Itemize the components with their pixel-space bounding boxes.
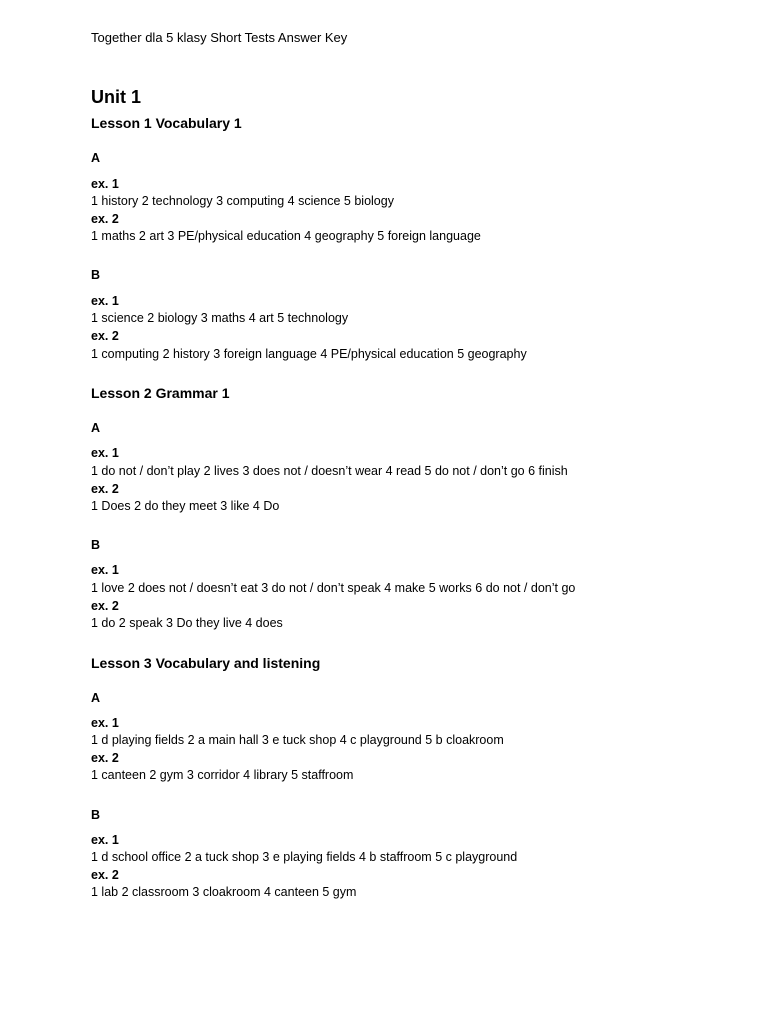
exercise-answer: 1 computing 2 history 3 foreign language 4 PE/physical education 5 geography bbox=[91, 347, 527, 361]
exercise-label: ex. 1 bbox=[91, 177, 119, 191]
unit-title: Unit 1 bbox=[91, 87, 142, 107]
lesson-title: Lesson 1 Vocabulary 1 bbox=[91, 115, 242, 131]
exercise-label: ex. 2 bbox=[91, 482, 119, 496]
exercise-answer: 1 do 2 speak 3 Do they live 4 does bbox=[91, 616, 283, 630]
lesson-title: Lesson 2 Grammar 1 bbox=[91, 385, 230, 401]
exercise-label: ex. 2 bbox=[91, 751, 119, 765]
exercise-answer: 1 Does 2 do they meet 3 like 4 Do bbox=[91, 499, 280, 513]
exercise-label: ex. 1 bbox=[91, 563, 119, 577]
exercise-answer: 1 canteen 2 gym 3 corridor 4 library 5 staffroom bbox=[91, 768, 354, 782]
exercise-answer: 1 do not / don’t play 2 lives 3 does not / doesn’t wear 4 read 5 do not / don’t go 6 finish bbox=[91, 464, 568, 478]
group-label: B bbox=[91, 538, 101, 552]
lesson-title: Lesson 3 Vocabulary and listening bbox=[91, 655, 321, 671]
exercise-label: ex. 2 bbox=[91, 599, 119, 613]
group-label: B bbox=[91, 808, 101, 822]
exercise-answer: 1 history 2 technology 3 computing 4 science 5 biology bbox=[91, 194, 394, 208]
exercise-answer: 1 love 2 does not / doesn’t eat 3 do not / don’t speak 4 make 5 works 6 do not / don’t go bbox=[91, 581, 576, 595]
group-label: A bbox=[91, 691, 101, 705]
exercise-label: ex. 1 bbox=[91, 833, 119, 847]
exercise-answer: 1 d playing fields 2 a main hall 3 e tuck shop 4 c playground 5 b cloakroom bbox=[91, 733, 504, 747]
exercise-answer: 1 d school office 2 a tuck shop 3 e playing fields 4 b staffroom 5 c playground bbox=[91, 850, 518, 864]
exercise-label: ex. 2 bbox=[91, 868, 119, 882]
document-header: Together dla 5 klasy Short Tests Answer Key bbox=[91, 30, 348, 45]
exercise-label: ex. 1 bbox=[91, 446, 119, 460]
exercise-label: ex. 1 bbox=[91, 716, 119, 730]
group-label: B bbox=[91, 268, 101, 282]
exercise-answer: 1 lab 2 classroom 3 cloakroom 4 canteen 5 gym bbox=[91, 885, 357, 899]
exercise-answer: 1 science 2 biology 3 maths 4 art 5 technology bbox=[91, 311, 349, 325]
exercise-answer: 1 maths 2 art 3 PE/physical education 4 geography 5 foreign language bbox=[91, 229, 481, 243]
group-label: A bbox=[91, 421, 101, 435]
group-label: A bbox=[91, 151, 101, 165]
exercise-label: ex. 1 bbox=[91, 294, 119, 308]
exercise-label: ex. 2 bbox=[91, 212, 119, 226]
exercise-label: ex. 2 bbox=[91, 329, 119, 343]
